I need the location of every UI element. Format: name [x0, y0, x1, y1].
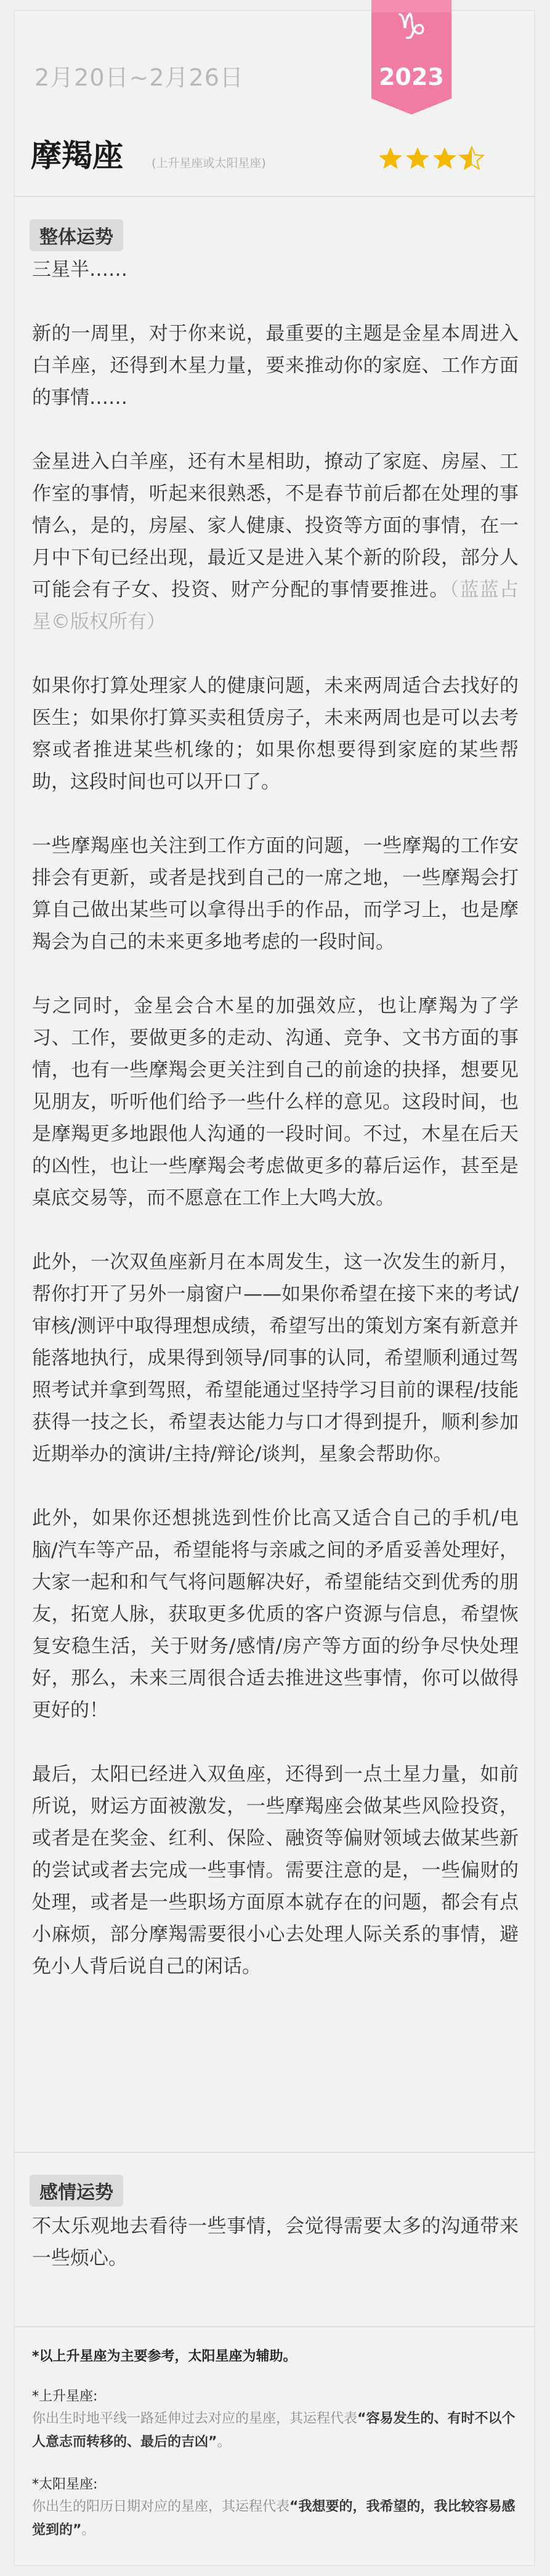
section-tag-love: 感情运势: [30, 2175, 123, 2207]
paragraph-text: 金星进入白羊座，还有木星相助，撩动了家庭、房屋、工作室的事情，听起来很熟悉，不是春节前后都在处理的事情么，是的，房屋、家人健康、投资等方面的事情，在一月中下旬已经出现，最近又是进入某个新的阶段，部分人可能会有子女、投资、财产分配的事情要推进。: [32, 451, 519, 601]
star-icon: [406, 147, 429, 169]
paragraph: 不太乐观地去看待一些事情，会觉得需要太多的沟通带来一些烦心。: [32, 2215, 519, 2269]
half-star-icon: [460, 147, 483, 169]
paragraph: 一些摩羯座也关注到工作方面的问题，一些摩羯的工作安排会有更新，或者是找到自己的一席之地，一些摩羯会打算自己做出某些可以拿得出手的作品，而学习上，也是摩羯会为自己的未来更多地考虑的一段时间。: [32, 835, 519, 953]
badge-year: 2023: [379, 63, 444, 91]
note-body: 你出生的阳历日期对应的星座，其运程代表“我想要的，我希望的，我比较容易感觉到的”。: [32, 2499, 516, 2538]
overall-text: [32, 254, 519, 1982]
star-icon: [433, 147, 456, 169]
paragraph: 此外，如果你还想挑选到性价比高又适合自己的手机/电脑/汽车等产品，希望能将与亲戚之间的矛盾妥善处理好，大家一起和和气气将问题解决好，希望能结交到优秀的朋友，拓宽人脉，获取更多优质的客户资源与信息，希望恢复安稳生活，关于财务/感情/房产等方面的纷争尽快处理好，那么，未来三周很合适去推进这些事情，你可以做得更好的！: [32, 1507, 519, 1721]
star-rating: [378, 143, 489, 174]
sign-name: 摩羯座: [31, 138, 123, 174]
note-title: *上升星座:: [32, 2389, 98, 2404]
star-icon: [379, 147, 402, 169]
capricorn-icon: ♑: [395, 6, 427, 47]
divider: [14, 2152, 535, 2153]
note-body: 你出生时地平线一路延伸过去对应的星座，其运程代表“容易发生的、有时不以个人意志而转移的、最后的吉凶”。: [32, 2411, 516, 2450]
note-title: *太阳星座:: [32, 2477, 98, 2492]
paragraph: 如果你打算处理家人的健康问题，未来两周适合去找好的医生；如果你打算买卖租赁房子，未来两周也是可以去考察或者推进某些机缘的；如果你想要得到家庭的某些帮助，这段时间也可以开口了。: [32, 675, 519, 793]
paragraph: [32, 446, 519, 638]
copyright-note: （蓝蓝占星©版权所有）: [32, 579, 519, 633]
paragraph: 三星半……: [32, 259, 127, 281]
section-tag-overall: 整体运势: [30, 219, 123, 251]
notes-section: [32, 2346, 519, 2562]
paragraph: 最后，太阳已经进入双鱼座，还得到一点土星力量，如前所说，财运方面被激发，一些摩羯座会做某些风险投资，或者是在奖金、红利、保险、融资等偏财领域去做某些新的尝试或者去完成一些事情。需要注意的是，一些偏财的处理，或者是一些职场方面原本就存在的问题，都会有点小麻烦，部分摩羯需要很小心去处理人际关系的事情，避免小人背后说自己的闲话。: [32, 1763, 519, 1978]
paragraph: 新的一周里，对于你来说，最重要的主题是金星本周进入白羊座，还得到木星力量，要来推动你的家庭、工作方面的事情……: [32, 323, 519, 409]
paragraph: 此外，一次双鱼座新月在本周发生，这一次发生的新月，帮你打开了另外一扇窗户——如果你希望在接下来的考试/审核/测评中取得理想成绩，希望写出的策划方案有新意并能落地执行，成果得到领导/同事的认同，希望顺利通过驾照考试并拿到驾照，希望能通过坚持学习目前的课程/技能获得一技之长，希望表达能力与口才得到提升，顺利参加近期举办的演讲/主持/辩论/谈判，星象会帮助你。: [32, 1251, 519, 1465]
love-text: [32, 2210, 519, 2274]
notes-heading: *以上升星座为主要参考，太阳星座为辅助。: [32, 2349, 297, 2364]
paragraph: 与之同时，金星会合木星的加强效应，也让摩羯为了学习、工作，要做更多的走动、沟通、竞争、文书方面的事情，也有一些摩羯会更关注到自己的前途的抉择，想要见见朋友，听听他们给予一些什么样的意见。这段时间，也是摩羯更多地跟他人沟通的一段时间。不过，木星在后天的凶性，也让一些摩羯会考虑做更多的幕后运作，甚至是桌底交易等，而不愿意在工作上大鸣大放。: [32, 995, 519, 1209]
sign-subtitle: (上升星座或太阳星座): [152, 156, 266, 170]
divider: [14, 196, 535, 197]
date-range: 2月20日~2月26日: [34, 64, 244, 91]
divider: [14, 2326, 535, 2327]
